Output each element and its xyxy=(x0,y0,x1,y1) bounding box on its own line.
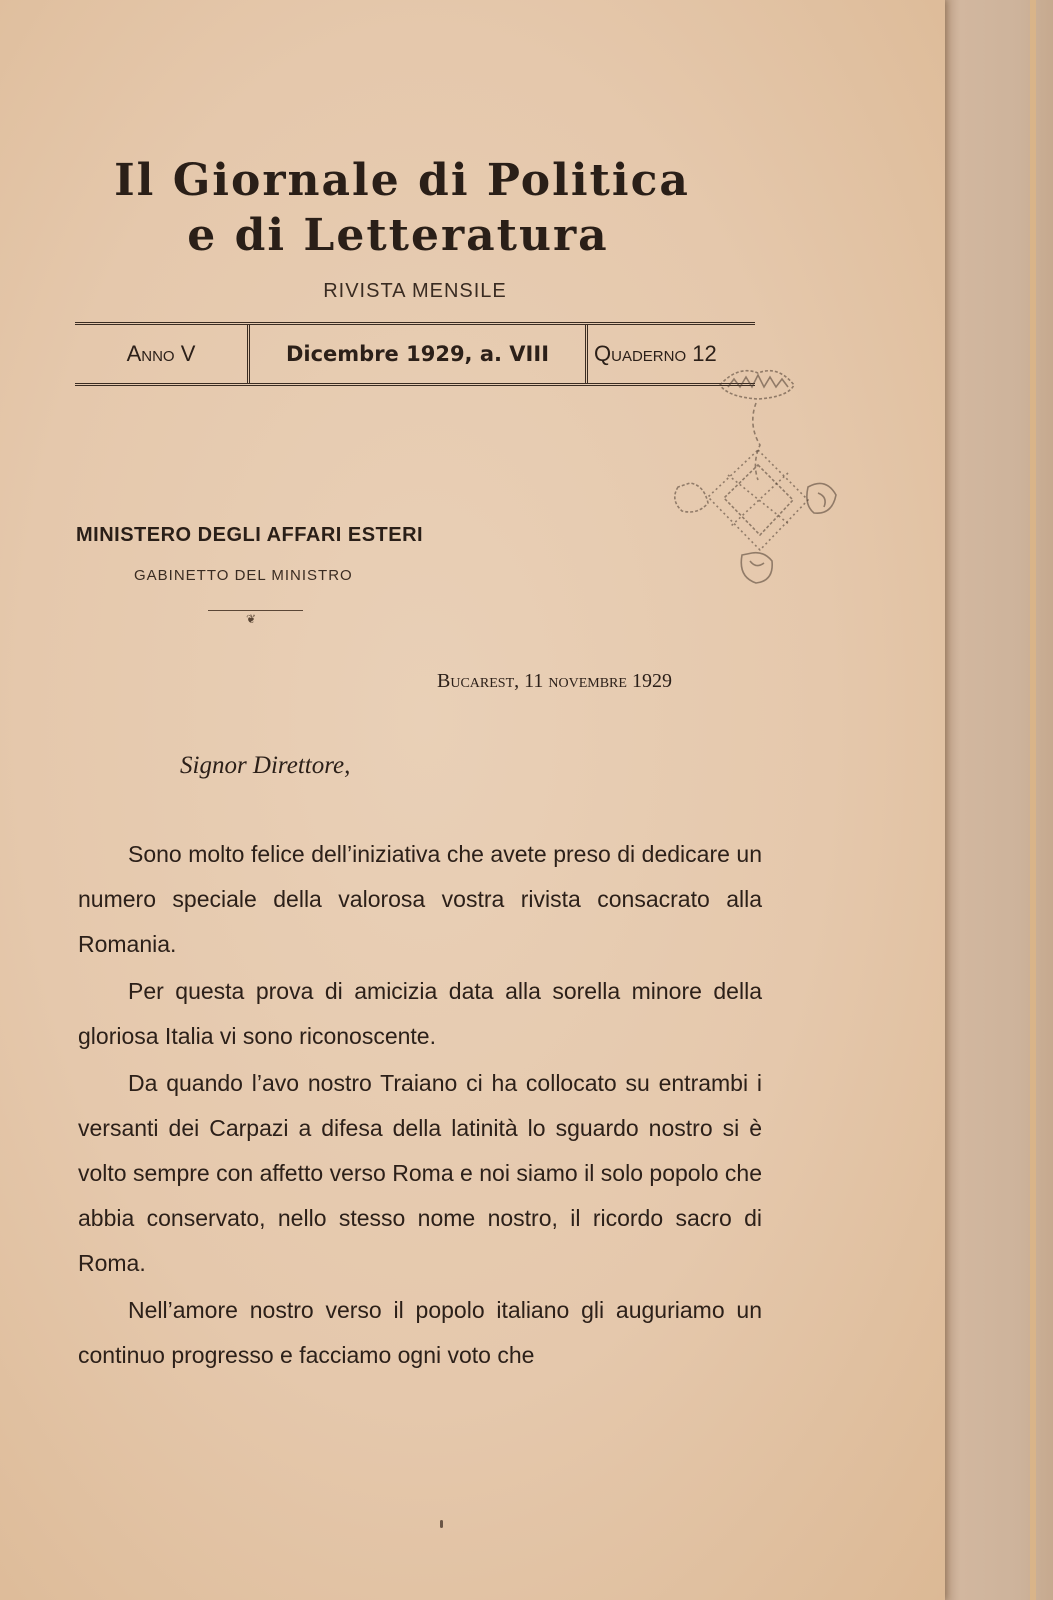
letter-paragraph: Sono molto felice dell’iniziativa che avete preso di dedicare un numero speciale della valorosa vostra rivista consacrato alla Romania. xyxy=(78,841,762,957)
masthead-anno: Anno V xyxy=(75,325,250,383)
letterhead-divider xyxy=(208,610,303,611)
journal-title-line-2: e di Letteratura xyxy=(187,210,609,261)
masthead-bar xyxy=(75,322,755,386)
letter-paragraph: Per questa prova di amicizia data alla sorella minore della gloriosa Italia vi sono riconoscente. xyxy=(78,978,762,1049)
letter-body xyxy=(78,832,762,1380)
masthead-quaderno: Quaderno 12 xyxy=(594,341,717,366)
letter-paragraph: Nell’amore nostro verso il popolo italiano gli auguriamo un continuo progresso e facciamo ogni voto che xyxy=(78,1297,762,1368)
journal-subtitle: RIVISTA MENSILE xyxy=(323,280,507,302)
page-edge-strip xyxy=(1030,0,1036,1600)
cabinet-subheading: GABINETTO DEL MINISTRO xyxy=(134,567,353,584)
masthead-date: Dicembre 1929, a. VIII xyxy=(250,325,588,383)
letter-salutation: Signor Direttore, xyxy=(180,752,351,779)
fleuron-ornament-icon: ❦ xyxy=(246,612,257,626)
ministry-heading: MINISTERO DEGLI AFFARI ESTERI xyxy=(76,524,424,546)
letter-paragraph: Da quando l’avo nostro Traiano ci ha collocato su entrambi i versanti dei Carpazi a difesa della latinità lo sguardo nostro si è volto sempre con affetto verso Roma e noi siamo il solo popolo che abbia conservato, nello stesso nome nostro, il ricordo sacro di Roma. xyxy=(78,1070,762,1276)
letter-dateline: Bucarest, 11 novembre 1929 xyxy=(437,670,672,692)
ministry-seal-stamp-icon xyxy=(668,355,848,615)
page-edge xyxy=(940,0,1053,1600)
page-mark xyxy=(440,1520,443,1528)
journal-title-line-1: Il Giornale di Politica xyxy=(114,155,690,206)
